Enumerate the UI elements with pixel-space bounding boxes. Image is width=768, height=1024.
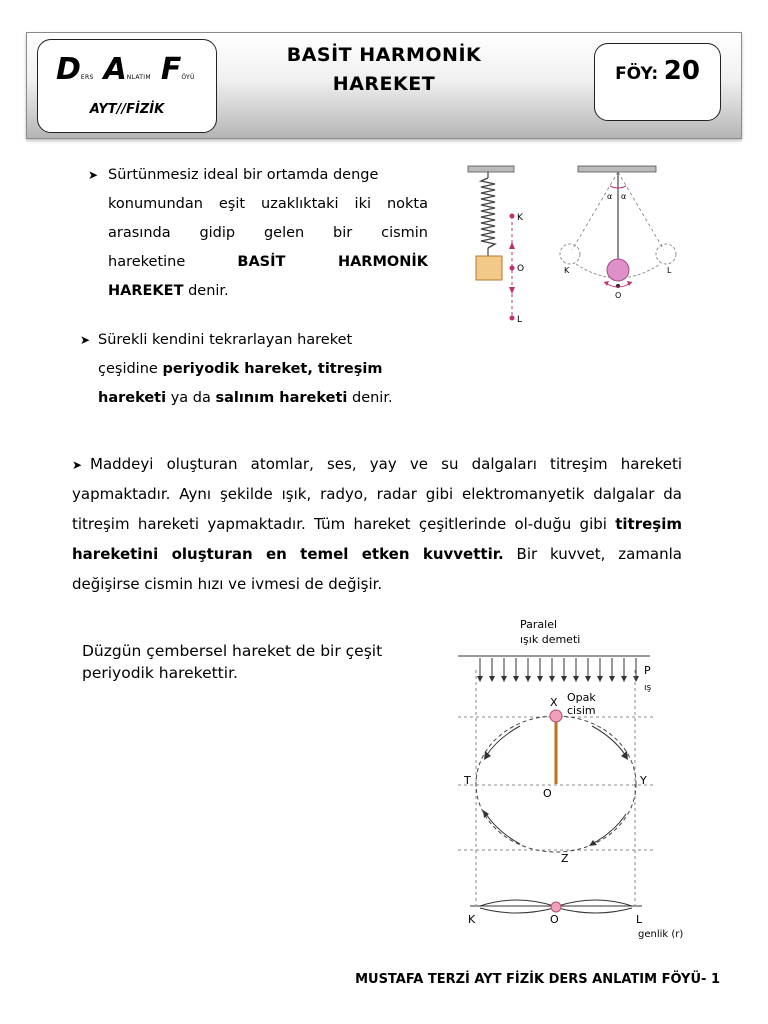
arrow-down-icon <box>509 287 515 294</box>
label-p: P <box>644 664 651 677</box>
arrow-bullet-icon: ➤ <box>88 168 99 182</box>
p1-end: denir. <box>188 283 229 299</box>
point-l <box>510 316 515 321</box>
spring-label-k: K <box>517 213 523 223</box>
logo-d: D <box>56 52 81 87</box>
logo-a: A <box>103 52 127 87</box>
logo-ders: ERS <box>80 74 94 81</box>
spring-figure <box>462 160 542 330</box>
string-right <box>618 172 664 250</box>
p4-line1: Düzgün çembersel hareket de bir çeşit <box>82 642 383 660</box>
p1-bold2: HAREKET <box>108 283 184 299</box>
p3-body <box>72 449 682 599</box>
label-p2: ış <box>644 683 652 693</box>
p1-line3: arasında gidip gelen bir cismin <box>108 225 428 241</box>
arc-arrow-bottom-right <box>592 814 626 844</box>
foy-number: 20 <box>663 56 700 86</box>
header-banner <box>26 32 742 139</box>
p2-line2-bold: periyodik hareket, titreşim <box>162 361 383 377</box>
p1-line4-text: hareketine <box>108 254 186 270</box>
label-o2: O <box>550 913 559 926</box>
arrow-icon <box>621 751 628 760</box>
p2-line3-end: denir. <box>351 390 393 406</box>
p4-line2: periyodik harekettir. <box>82 664 238 682</box>
label-x: X <box>550 696 558 709</box>
beam-label-2: ışık demeti <box>520 633 581 646</box>
label-k: K <box>468 913 476 926</box>
p3-text2: Bir kuvvet, zamanla değişirse cismin hızı ve ivmesi de değişir. <box>72 545 682 593</box>
logo-box <box>37 39 217 133</box>
foy-text <box>595 56 720 86</box>
paragraph-1 <box>88 161 428 306</box>
arc-arrow-top-left <box>486 726 520 756</box>
light-arrows <box>480 658 636 678</box>
projection-arc-left <box>480 900 554 906</box>
logo-foyu: ÖYÜ <box>181 74 195 81</box>
p1-line4 <box>108 248 428 277</box>
p2-line3-bold1: hareketi <box>98 390 167 406</box>
foy-box <box>594 43 721 121</box>
projection-arc-right-low <box>558 908 632 913</box>
page-title <box>237 41 531 99</box>
p2-line3-bold2: salınım hareketi <box>215 390 348 406</box>
p2-line3 <box>98 384 420 413</box>
pendulum-label-l: L <box>667 266 672 275</box>
label-o: O <box>543 787 552 800</box>
logo-subtitle: AYT//FİZİK <box>89 102 165 117</box>
spring-ceiling <box>468 166 514 172</box>
string-left <box>572 172 618 250</box>
label-opak-2: cisim <box>567 704 596 717</box>
p3-text1: Maddeyi oluşturan atomlar, ses, yay ve su dalgaları titreşim hareketi yapmaktadır. Aynı şekilde ışık, radyo, radar gibi elektromanyetik dalgalar da titreşim hareketi yapmaktadır. Tüm hareket çeşitlerinde ol-duğu gibi <box>72 455 682 533</box>
p1-line5 <box>108 277 428 306</box>
spring-label-o: O <box>517 264 525 274</box>
pendulum-label-k: K <box>564 266 570 275</box>
arrow-bullet-icon: ➤ <box>72 458 83 472</box>
circular-motion-figure <box>450 610 710 945</box>
p1-line1: Sürtünmesiz ideal bir ortamda denge <box>108 167 379 183</box>
pendulum-figure <box>552 160 702 305</box>
pendulum-label-o: O <box>615 291 622 300</box>
label-y: Y <box>640 774 647 787</box>
label-t: T <box>464 774 471 787</box>
opaque-object <box>550 710 562 722</box>
label-opak-1: Opak <box>567 691 596 704</box>
arrow-right-icon <box>627 281 632 286</box>
logo-letters <box>56 52 205 87</box>
foy-label: FÖY: <box>615 64 659 84</box>
spring-coil <box>481 178 495 248</box>
point-k <box>510 214 515 219</box>
pendulum-alpha1: α <box>607 192 613 201</box>
arrow-icon <box>589 840 597 846</box>
p2-line1: Sürekli kendini tekrarlayan hareket <box>98 332 353 348</box>
arc-arrow-bottom-left <box>486 814 520 844</box>
arrow-up-icon <box>509 242 515 249</box>
label-l: L <box>636 913 643 926</box>
arrow-left-icon <box>604 281 609 286</box>
label-genlik: genlik (r) <box>638 929 684 940</box>
p3-bold: titreşim hareketini oluşturan en temel etken kuvvettir. <box>72 515 682 563</box>
projection-shadow <box>551 902 561 912</box>
logo-anlatim: NLATIM <box>126 74 151 81</box>
paragraph-3 <box>72 449 682 599</box>
footer-text: MUSTAFA TERZİ AYT FİZİK DERS ANLATIM FÖYÜ- 1 <box>355 972 720 987</box>
pendulum-bob <box>607 259 629 281</box>
p2-line2-pre: çeşidine <box>98 361 158 377</box>
light-arrowheads <box>477 676 639 682</box>
p1-bold1: BASİT HARMONİK <box>237 254 428 270</box>
paragraph-4 <box>82 640 432 684</box>
arrow-icon <box>484 751 491 760</box>
title-line2: HAREKET <box>332 73 436 95</box>
beam-label-1: Paralel <box>520 618 558 631</box>
arrow-bullet-icon: ➤ <box>80 333 91 347</box>
pendulum-alpha2: α <box>621 192 627 201</box>
arc-arrow-top-right <box>592 726 626 756</box>
projection-arc-right <box>558 900 632 906</box>
label-z: Z <box>561 852 569 865</box>
paragraph-2 <box>80 326 420 413</box>
logo-f: F <box>160 52 182 87</box>
projection-arc-left-low <box>480 908 554 913</box>
pendulum-ceiling <box>578 166 656 172</box>
bob-ghost-right <box>656 244 676 264</box>
spring-label-l: L <box>517 315 523 325</box>
title-line1: BASİT HARMONİK <box>286 44 482 66</box>
p2-line3-mid: ya da <box>170 390 211 406</box>
point-o <box>510 266 515 271</box>
p1-line2: konumundan eşit uzaklıktaki iki nokta <box>108 196 428 212</box>
bob-ghost-left <box>560 244 580 264</box>
spring-mass <box>476 256 502 280</box>
p2-line2 <box>98 355 420 384</box>
